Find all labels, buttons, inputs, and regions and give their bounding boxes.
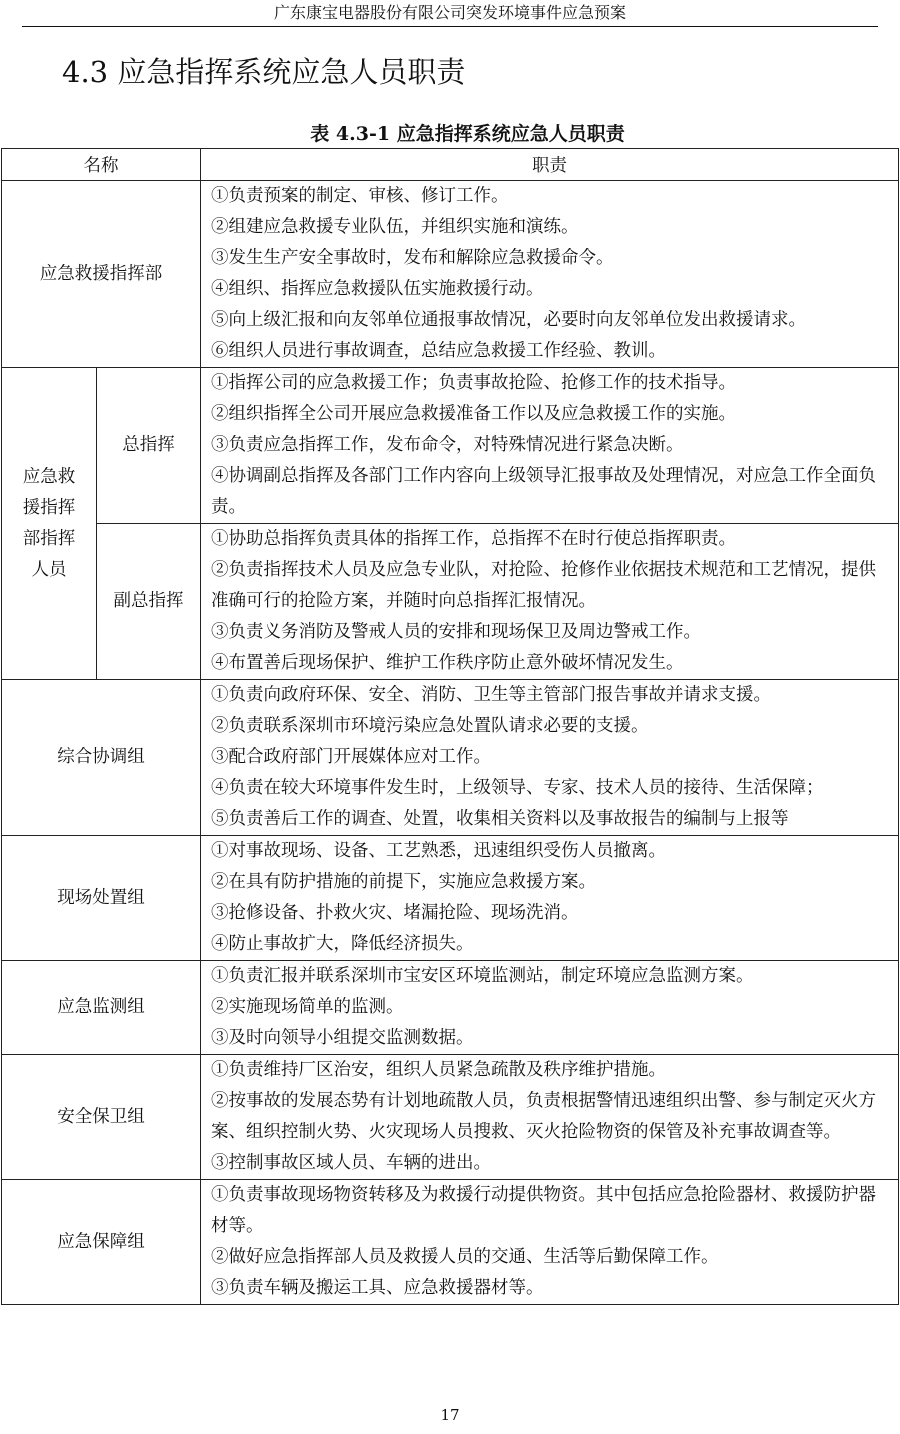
duty-item: ①对事故现场、设备、工艺熟悉，迅速组织受伤人员撤离。 (211, 841, 666, 861)
row-name-cell: 副总指挥 (97, 524, 201, 680)
row-duty-cell (201, 181, 899, 368)
row-name-cell: 应急监测组 (2, 961, 201, 1055)
duty-item: ④防止事故扩大，降低经济损失。 (211, 934, 474, 954)
duty-item: ③负责应急指挥工作，发布命令，对特殊情况进行紧急决断。 (211, 435, 684, 455)
table-row (2, 836, 899, 961)
duty-item: ①负责向政府环保、安全、消防、卫生等主管部门报告事故并请求支援。 (211, 685, 771, 705)
duty-item: ①协助总指挥负责具体的指挥工作，总指挥不在时行使总指挥职责。 (211, 529, 736, 549)
table-header-row (2, 149, 899, 181)
row-duty-cell (201, 1180, 899, 1305)
duty-item: ③负责车辆及搬运工具、应急救援器材等。 (211, 1278, 544, 1298)
duty-item: ③负责义务消防及警戒人员的安排和现场保卫及周边警戒工作。 (211, 622, 701, 642)
table-row (2, 1055, 899, 1180)
duty-item: ④负责在较大环境事件发生时，上级领导、专家、技术人员的接待、生活保障； (211, 778, 824, 798)
duty-item: ②实施现场简单的监测。 (211, 997, 404, 1017)
header-duty-cell: 职责 (201, 149, 899, 181)
page-header: 广东康宝电器股份有限公司突发环境事件应急预案 (273, 3, 626, 22)
duty-item: ③抢修设备、扑救火灾、堵漏抢险、现场洗消。 (211, 903, 579, 923)
duty-item: ④组织、指挥应急救援队伍实施救援行动。 (211, 279, 544, 299)
duty-item: ③发生生产安全事故时，发布和解除应急救援命令。 (211, 248, 614, 268)
duty-item: ②负责联系深圳市环境污染应急处置队请求必要的支援。 (211, 716, 649, 736)
duty-item: ①负责预案的制定、审核、修订工作。 (211, 186, 509, 206)
row-duty-cell (201, 524, 899, 680)
table-row (2, 680, 899, 836)
row-duty-cell (201, 680, 899, 836)
duty-item: ④协调副总指挥及各部门工作内容向上级领导汇报事故及处理情况，对应急工作全面负责。 (211, 466, 876, 517)
table-row (2, 961, 899, 1055)
duty-item: ②负责指挥技术人员及应急专业队，对抢险、抢修作业依据技术规范和工艺情况，提供准确可行的抢险方案，并随时向总指挥汇报情况。 (211, 560, 876, 611)
duty-item: ②在具有防护措施的前提下，实施应急救援方案。 (211, 872, 596, 892)
row-name-cell: 现场处置组 (2, 836, 201, 961)
header-rule (22, 26, 878, 27)
duty-item: ②做好应急指挥部人员及救援人员的交通、生活等后勤保障工作。 (211, 1247, 719, 1267)
row-name-cell: 应急救援指挥部 (2, 181, 201, 368)
section-title: 4.3 应急指挥系统应急人员职责 (62, 55, 466, 89)
duty-item: ③配合政府部门开展媒体应对工作。 (211, 747, 491, 767)
row-duty-cell (201, 836, 899, 961)
row-name-cell: 安全保卫组 (2, 1055, 201, 1180)
duty-item: ①负责事故现场物资转移及为救援行动提供物资。其中包括应急抢险器材、救援防护器材等。 (211, 1185, 876, 1236)
table-row (2, 524, 899, 680)
duty-item: ⑤负责善后工作的调查、处置，收集相关资料以及事故报告的编制与上报等 (211, 809, 789, 829)
duty-item: ②按事故的发展态势有计划地疏散人员，负责根据警情迅速组织出警、参与制定灭火方案、组织控制火势、火灾现场人员搜救、灭火抢险物资的保管及补充事故调查等。 (211, 1091, 876, 1142)
table-row (2, 368, 899, 524)
row-duty-cell (201, 368, 899, 524)
table-row (2, 181, 899, 368)
header-name-cell: 名称 (2, 149, 201, 181)
duty-item: ③及时向领导小组提交监测数据。 (211, 1028, 474, 1048)
table-caption: 表 4.3-1 应急指挥系统应急人员职责 (310, 123, 625, 145)
page-number: 17 (440, 1406, 460, 1424)
row-name-cell: 综合协调组 (2, 680, 201, 836)
duty-item: ②组织指挥全公司开展应急救援准备工作以及应急救援工作的实施。 (211, 404, 736, 424)
group-name-cell: 应急救援指挥部指挥人员 (2, 368, 97, 680)
duty-item: ①负责维持厂区治安，组织人员紧急疏散及秩序维护措施。 (211, 1060, 666, 1080)
duty-item: ③控制事故区域人员、车辆的进出。 (211, 1153, 491, 1173)
responsibility-table (1, 148, 899, 1305)
duty-item: ②组建应急救援专业队伍，并组织实施和演练。 (211, 217, 579, 237)
duty-item: ⑥组织人员进行事故调查，总结应急救援工作经验、教训。 (211, 341, 666, 361)
row-name-cell: 总指挥 (97, 368, 201, 524)
duty-item: ①指挥公司的应急救援工作；负责事故抢险、抢修工作的技术指导。 (211, 373, 736, 393)
row-duty-cell (201, 961, 899, 1055)
duty-item: ④布置善后现场保护、维护工作秩序防止意外破坏情况发生。 (211, 653, 684, 673)
row-duty-cell (201, 1055, 899, 1180)
row-name-cell: 应急保障组 (2, 1180, 201, 1305)
duty-item: ⑤向上级汇报和向友邻单位通报事故情况，必要时向友邻单位发出救援请求。 (211, 310, 806, 330)
duty-item: ①负责汇报并联系深圳市宝安区环境监测站，制定环境应急监测方案。 (211, 966, 754, 986)
table-row (2, 1180, 899, 1305)
